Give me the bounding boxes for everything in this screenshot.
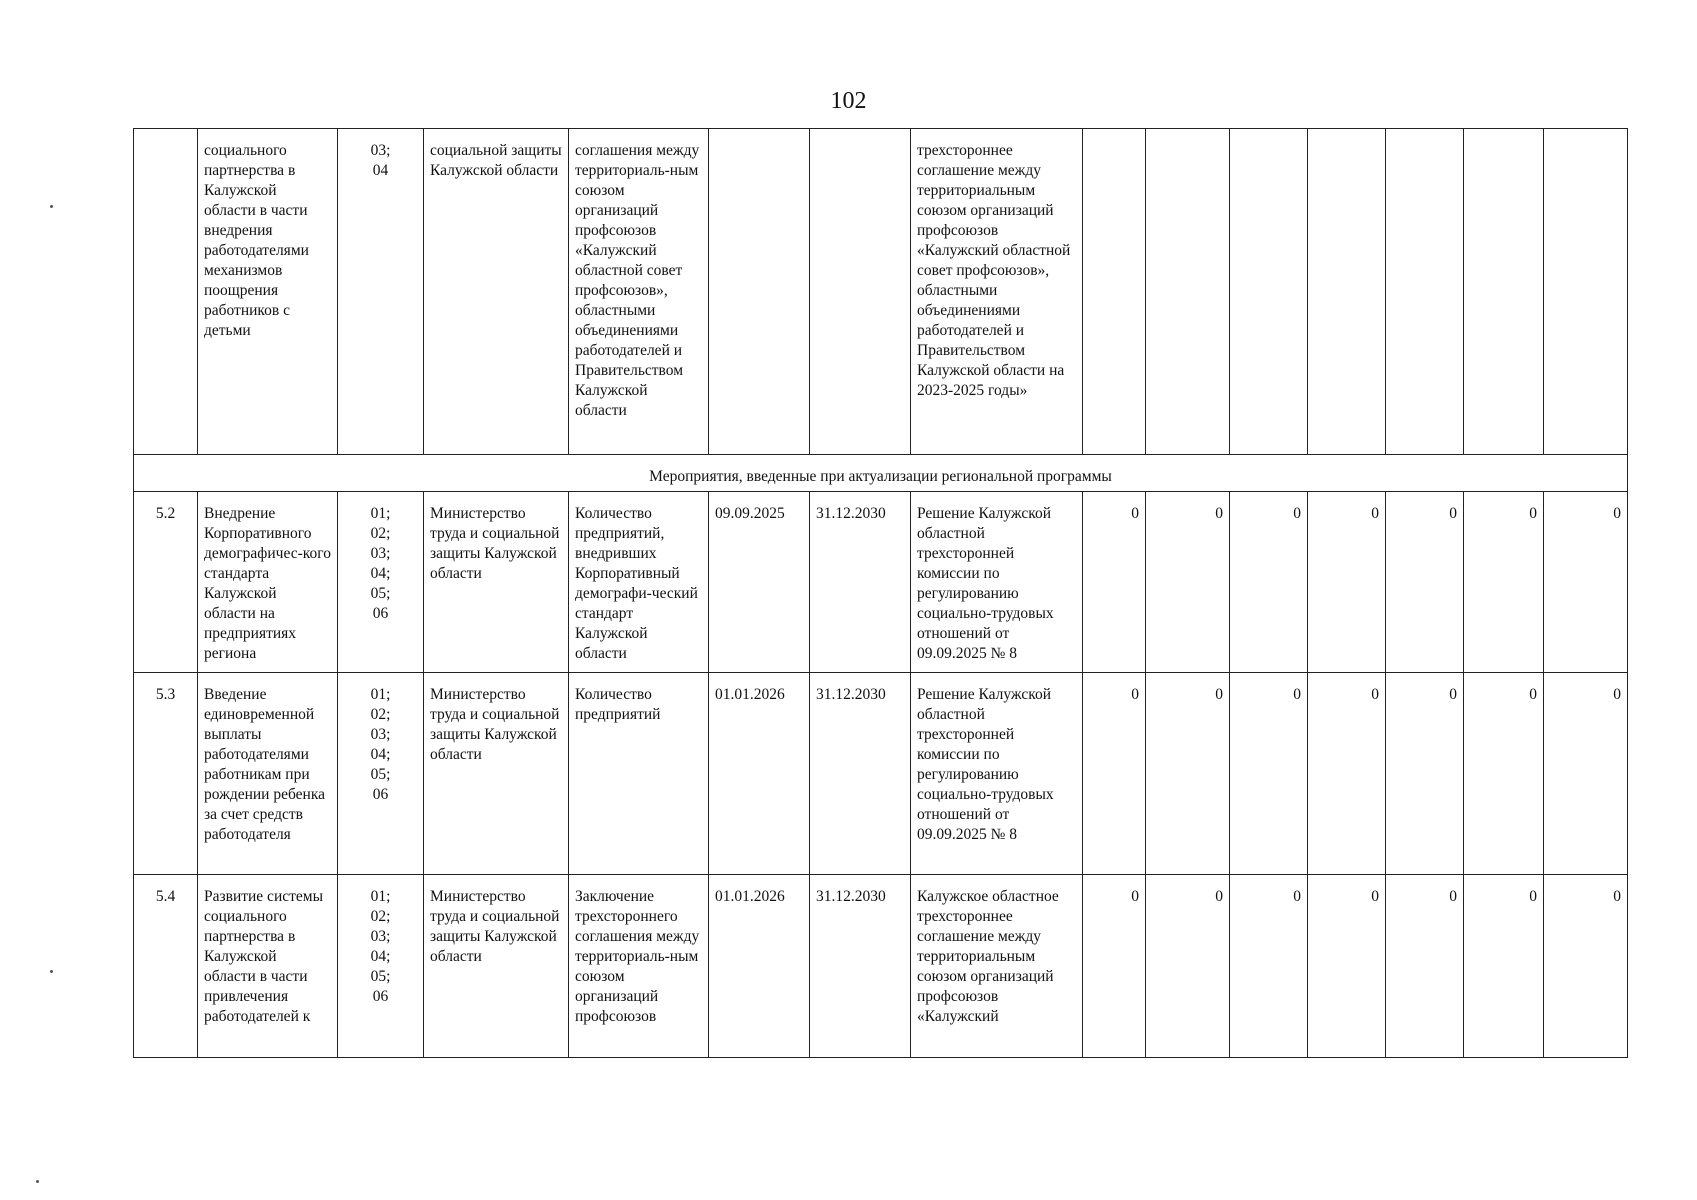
scan-speck (50, 970, 53, 973)
measure-name: Введение единовременной выплаты работодателями работникам при рождении ребенка за счет средств работодателя (198, 673, 338, 875)
task-code: 06 (372, 786, 389, 803)
value-cell (1146, 129, 1230, 455)
start-date (709, 129, 810, 455)
value-cell: 0 (1544, 875, 1628, 1058)
task-code: 05; (370, 766, 391, 783)
value-cell: 0 (1544, 492, 1628, 673)
indicator: Заключение трехстороннего соглашения между территориаль-ным союзом организаций профсоюзов (569, 875, 709, 1058)
task-code: 02; (370, 908, 391, 925)
value-cell: 0 (1308, 492, 1386, 673)
responsible-executor: социальной защиты Калужской области (424, 129, 569, 455)
value-cell (1464, 129, 1544, 455)
indicator: Количество предприятий (569, 673, 709, 875)
responsible-executor: Министерство труда и социальной защиты Калужской области (424, 673, 569, 875)
value-cell: 0 (1464, 492, 1544, 673)
responsible-executor: Министерство труда и социальной защиты Калужской области (424, 492, 569, 673)
value-cell (1083, 129, 1146, 455)
table-row (134, 129, 1628, 455)
row-number: 5.3 (134, 673, 198, 875)
start-date: 09.09.2025 (709, 492, 810, 673)
value-cell: 0 (1146, 673, 1230, 875)
section-title: Мероприятия, введенные при актуализации региональной программы (134, 455, 1628, 492)
value-cell: 0 (1083, 673, 1146, 875)
table-body-continued (134, 129, 1628, 1058)
task-code: 05; (370, 968, 391, 985)
measure-name: Развитие системы социального партнерства в Калужской области в части привлечения работодателей к (198, 875, 338, 1058)
task-code: 03; (370, 545, 391, 562)
task-codes (338, 673, 424, 875)
task-code: 04; (370, 746, 391, 763)
value-cell: 0 (1386, 492, 1464, 673)
task-code: 03; (370, 928, 391, 945)
row-number: 5.2 (134, 492, 198, 673)
task-code: 03; (370, 142, 391, 159)
value-cell (1544, 129, 1628, 455)
row-number: 5.4 (134, 875, 198, 1058)
value-cell: 0 (1386, 875, 1464, 1058)
value-cell: 0 (1386, 673, 1464, 875)
value-cell (1230, 129, 1308, 455)
value-cell: 0 (1083, 875, 1146, 1058)
responsible-executor: Министерство труда и социальной защиты Калужской области (424, 875, 569, 1058)
scan-speck (36, 1180, 39, 1183)
value-cell: 0 (1544, 673, 1628, 875)
task-code: 02; (370, 525, 391, 542)
task-code: 04; (370, 565, 391, 582)
table-row (134, 492, 1628, 673)
value-cell (1386, 129, 1464, 455)
table-row (134, 673, 1628, 875)
basis-document: Решение Калужской областной трехсторонней комиссии по регулированию социально-трудовых отношений от 09.09.2025 № 8 (911, 492, 1083, 673)
task-code: 01; (370, 505, 391, 522)
basis-document: Калужское областное трехстороннее соглашение между территориальным союзом организаций профсоюзов «Калужский (911, 875, 1083, 1058)
task-code: 01; (370, 686, 391, 703)
section-header-row (134, 455, 1628, 492)
end-date (810, 129, 911, 455)
value-cell: 0 (1230, 875, 1308, 1058)
value-cell: 0 (1146, 492, 1230, 673)
value-cell: 0 (1230, 492, 1308, 673)
page-number: 102 (830, 88, 867, 114)
task-code: 05; (370, 585, 391, 602)
start-date: 01.01.2026 (709, 875, 810, 1058)
end-date: 31.12.2030 (810, 673, 911, 875)
value-cell: 0 (1464, 875, 1544, 1058)
value-cell: 0 (1083, 492, 1146, 673)
basis-document: Решение Калужской областной трехсторонней комиссии по регулированию социально-трудовых отношений от 09.09.2025 № 8 (911, 673, 1083, 875)
task-code: 02; (370, 706, 391, 723)
indicator: соглашения между территориаль-ным союзом организаций профсоюзов «Калужский областной совет профсоюзов», областными объединениями работодателей и Правительством Калужской области (569, 129, 709, 455)
task-code: 01; (370, 888, 391, 905)
value-cell: 0 (1146, 875, 1230, 1058)
task-code: 04; (370, 948, 391, 965)
task-code: 04 (372, 162, 389, 179)
value-cell: 0 (1464, 673, 1544, 875)
end-date: 31.12.2030 (810, 492, 911, 673)
program-table (133, 128, 1628, 1058)
measure-name: социального партнерства в Калужской области в части внедрения работодателями механизмов поощрения работников с детьми (198, 129, 338, 455)
task-code: 06 (372, 988, 389, 1005)
task-codes (338, 129, 424, 455)
value-cell (1308, 129, 1386, 455)
value-cell: 0 (1308, 673, 1386, 875)
task-code: 06 (372, 605, 389, 622)
end-date: 31.12.2030 (810, 875, 911, 1058)
measure-name: Внедрение Корпоративного демографичес-кого стандарта Калужской области на предприятиях региона (198, 492, 338, 673)
row-number (134, 129, 198, 455)
start-date: 01.01.2026 (709, 673, 810, 875)
task-codes (338, 875, 424, 1058)
indicator: Количество предприятий, внедривших Корпоративный демографи-ческий стандарт Калужской области (569, 492, 709, 673)
value-cell: 0 (1230, 673, 1308, 875)
task-codes (338, 492, 424, 673)
scan-speck (50, 205, 53, 208)
value-cell: 0 (1308, 875, 1386, 1058)
table-row (134, 875, 1628, 1058)
basis-document: трехстороннее соглашение между территориальным союзом организаций профсоюзов «Калужский областной совет профсоюзов», областными объединениями работодателей и Правительством Калужской области на 2023-2025 годы» (911, 129, 1083, 455)
task-code: 03; (370, 726, 391, 743)
